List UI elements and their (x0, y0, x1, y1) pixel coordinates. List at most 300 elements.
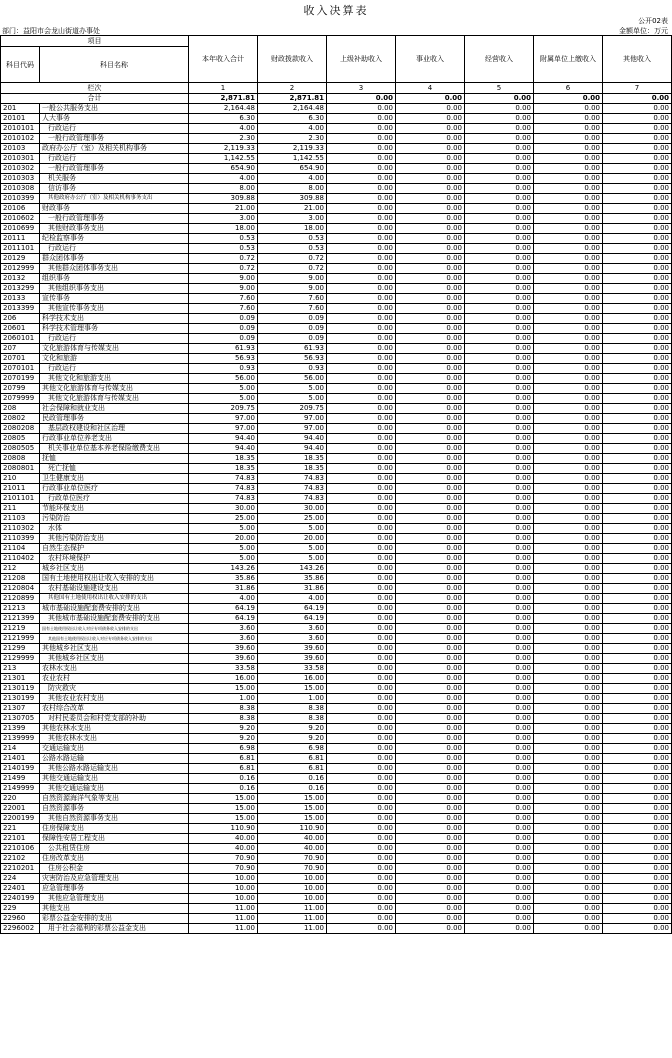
subject-code: 20133 (1, 294, 40, 304)
amount-fiscal: 56.00 (258, 374, 327, 384)
amount-other: 0.00 (534, 224, 603, 234)
amount-fiscal: 654.90 (258, 164, 327, 174)
subject-code: 2080208 (1, 424, 40, 434)
amount-total: 6.81 (189, 754, 258, 764)
amount-other: 0.00 (396, 204, 465, 214)
amount-total: 2.30 (189, 134, 258, 144)
amount-other: 0.00 (396, 844, 465, 854)
amount-fiscal: 6.81 (258, 764, 327, 774)
amount-other: 0.00 (465, 804, 534, 814)
subject-code: 2296002 (1, 924, 40, 934)
amount-other: 0.00 (396, 314, 465, 324)
amount-total: 74.83 (189, 474, 258, 484)
subject-name: 一般公共服务支出 (40, 104, 189, 114)
amount-total: 5.00 (189, 524, 258, 534)
subject-code: 2130705 (1, 714, 40, 724)
subject-code: 20101 (1, 114, 40, 124)
amount-other: 0.00 (534, 794, 603, 804)
amount-total: 25.00 (189, 514, 258, 524)
amount-other: 0.00 (465, 514, 534, 524)
amount-other: 0.00 (327, 874, 396, 884)
subject-code: 21499 (1, 774, 40, 784)
amount-other: 0.00 (534, 324, 603, 334)
subject-code: 20799 (1, 384, 40, 394)
amount-other: 0.00 (534, 414, 603, 424)
amount-other: 0.00 (327, 834, 396, 844)
amount-other: 0.00 (603, 864, 672, 874)
amount-other: 0.00 (465, 274, 534, 284)
amount-other: 0.00 (534, 144, 603, 154)
amount-other: 0.00 (603, 404, 672, 414)
table-row (1, 434, 672, 444)
amount-other: 0.00 (327, 464, 396, 474)
amount-other: 0.00 (603, 364, 672, 374)
table-row (1, 694, 672, 704)
subject-code: 2110399 (1, 534, 40, 544)
amount-other: 0.00 (396, 424, 465, 434)
subject-code: 2140199 (1, 764, 40, 774)
table-row (1, 834, 672, 844)
amount-fiscal: 74.83 (258, 484, 327, 494)
amount-other: 0.00 (603, 754, 672, 764)
amount-other: 0.00 (465, 664, 534, 674)
amount-other: 0.00 (327, 314, 396, 324)
amount-fiscal: 97.00 (258, 424, 327, 434)
amount-other: 0.00 (396, 604, 465, 614)
amount-other: 0.00 (396, 694, 465, 704)
subject-name: 行政运行 (40, 334, 189, 344)
amount-fiscal: 64.19 (258, 604, 327, 614)
amount-other: 0.00 (327, 824, 396, 834)
amount-total: 31.86 (189, 584, 258, 594)
subject-name: 住房改革支出 (40, 854, 189, 864)
col-num: 7 (603, 83, 672, 94)
amount-other: 0.00 (603, 264, 672, 274)
subject-name: 机关事业单位基本养老保险缴费支出 (40, 444, 189, 454)
amount-other: 0.00 (534, 294, 603, 304)
amount-other: 0.00 (534, 734, 603, 744)
amount-other: 0.00 (396, 524, 465, 534)
amount-other: 0.00 (603, 584, 672, 594)
amount-total: 4.00 (189, 174, 258, 184)
amount-other: 0.00 (327, 474, 396, 484)
amount-other: 0.00 (327, 124, 396, 134)
unit-label: 金额单位：万元 (619, 27, 668, 35)
amount-other: 0.00 (465, 734, 534, 744)
amount-total: 0.72 (189, 254, 258, 264)
amount-other: 0.00 (396, 274, 465, 284)
subject-name: 国有土地使用权出让收入安排的支出 (40, 574, 189, 584)
amount-other: 0.00 (327, 164, 396, 174)
total-label: 合计 (1, 94, 189, 104)
subject-code: 2130119 (1, 684, 40, 694)
amount-other: 0.00 (396, 624, 465, 634)
amount-other: 0.00 (327, 924, 396, 934)
amount-total: 3.60 (189, 624, 258, 634)
amount-other: 0.00 (327, 864, 396, 874)
amount-other: 0.00 (465, 304, 534, 314)
amount-other: 0.00 (396, 884, 465, 894)
amount-other: 0.00 (534, 444, 603, 454)
subject-code: 2079999 (1, 394, 40, 404)
amount-total: 74.83 (189, 484, 258, 494)
amount-other: 0.00 (465, 334, 534, 344)
table-row (1, 494, 672, 504)
amount-other: 0.00 (534, 894, 603, 904)
amount-other: 0.00 (465, 224, 534, 234)
amount-total: 3.00 (189, 214, 258, 224)
amount-other: 0.00 (396, 594, 465, 604)
amount-other: 0.00 (603, 414, 672, 424)
col-header-2: 财政拨款收入 (258, 36, 327, 83)
amount-other: 0.00 (465, 524, 534, 534)
amount-other: 0.00 (465, 654, 534, 664)
table-row (1, 174, 672, 184)
subject-name: 自然资源海洋气象等支出 (40, 794, 189, 804)
amount-other: 0.00 (465, 354, 534, 364)
amount-fiscal: 94.40 (258, 434, 327, 444)
amount-other: 0.00 (603, 284, 672, 294)
amount-other: 0.00 (534, 314, 603, 324)
subject-code: 211 (1, 504, 40, 514)
amount-total: 7.60 (189, 294, 258, 304)
amount-other: 0.00 (465, 714, 534, 724)
amount-fiscal: 25.00 (258, 514, 327, 524)
amount-other: 0.00 (465, 384, 534, 394)
table-row (1, 894, 672, 904)
amount-fiscal: 5.00 (258, 384, 327, 394)
amount-other: 0.00 (465, 634, 534, 644)
amount-other: 0.00 (327, 514, 396, 524)
amount-total: 11.00 (189, 924, 258, 934)
table-row (1, 384, 672, 394)
amount-other: 0.00 (534, 334, 603, 344)
table-row (1, 664, 672, 674)
amount-fiscal: 64.19 (258, 614, 327, 624)
amount-total: 8.38 (189, 704, 258, 714)
amount-other: 0.00 (327, 694, 396, 704)
amount-other: 0.00 (534, 884, 603, 894)
amount-fiscal: 15.00 (258, 684, 327, 694)
amount-other: 0.00 (603, 824, 672, 834)
table-row (1, 364, 672, 374)
table-row (1, 524, 672, 534)
amount-other: 0.00 (534, 904, 603, 914)
name-header: 科目名称 (40, 47, 189, 83)
amount-other: 0.00 (603, 514, 672, 524)
amount-other: 0.00 (465, 894, 534, 904)
amount-other: 0.00 (603, 704, 672, 714)
amount-other: 0.00 (465, 724, 534, 734)
amount-total: 97.00 (189, 424, 258, 434)
amount-other: 0.00 (327, 334, 396, 344)
amount-other: 0.00 (396, 734, 465, 744)
amount-fiscal: 18.35 (258, 464, 327, 474)
amount-fiscal: 39.60 (258, 644, 327, 654)
amount-other: 0.00 (327, 884, 396, 894)
amount-total: 8.00 (189, 184, 258, 194)
amount-fiscal: 56.93 (258, 354, 327, 364)
table-row (1, 474, 672, 484)
amount-other: 0.00 (465, 674, 534, 684)
table-row (1, 284, 672, 294)
subject-code: 214 (1, 744, 40, 754)
amount-other: 0.00 (603, 774, 672, 784)
amount-total: 1.00 (189, 694, 258, 704)
table-row (1, 294, 672, 304)
amount-other: 0.00 (396, 164, 465, 174)
amount-total: 5.00 (189, 554, 258, 564)
table-row (1, 594, 672, 604)
amount-other: 0.00 (534, 484, 603, 494)
subject-name: 国有土地使用权出让收入对应专项债务收入安排的支出 (40, 624, 189, 634)
subject-code: 21104 (1, 544, 40, 554)
col-num: 6 (534, 83, 603, 94)
amount-other: 0.00 (396, 504, 465, 514)
table-row (1, 404, 672, 414)
amount-fiscal: 10.00 (258, 894, 327, 904)
amount-total: 16.00 (189, 674, 258, 684)
amount-other: 0.00 (396, 404, 465, 414)
table-row (1, 334, 672, 344)
amount-other: 0.00 (534, 524, 603, 534)
subject-code: 21213 (1, 604, 40, 614)
amount-other: 0.00 (603, 764, 672, 774)
amount-fiscal: 31.86 (258, 584, 327, 594)
table-row (1, 574, 672, 584)
table-row (1, 534, 672, 544)
amount-fiscal: 11.00 (258, 924, 327, 934)
amount-other: 0.00 (396, 384, 465, 394)
subject-name: 文化旅游体育与传媒支出 (40, 344, 189, 354)
subject-name: 其他国有土地使用权出让收入对应专项债务收入安排的支出 (40, 634, 189, 644)
amount-other: 0.00 (534, 554, 603, 564)
amount-fiscal: 209.75 (258, 404, 327, 414)
amount-other: 0.00 (603, 654, 672, 664)
amount-other: 0.00 (465, 554, 534, 564)
form-number: 公开02表 (638, 17, 668, 25)
amount-total: 18.00 (189, 224, 258, 234)
table-row (1, 314, 672, 324)
subject-name: 节能环保支出 (40, 504, 189, 514)
subject-name: 其他交通运输支出 (40, 784, 189, 794)
amount-other: 0.00 (603, 184, 672, 194)
subject-code: 2070101 (1, 364, 40, 374)
table-row (1, 754, 672, 764)
amount-other: 0.00 (603, 664, 672, 674)
table-row (1, 254, 672, 264)
table-row (1, 374, 672, 384)
subject-name: 行政运行 (40, 364, 189, 374)
amount-other: 0.00 (603, 124, 672, 134)
amount-other: 0.00 (465, 824, 534, 834)
amount-fiscal: 6.30 (258, 114, 327, 124)
amount-total: 110.90 (189, 824, 258, 834)
amount-fiscal: 35.86 (258, 574, 327, 584)
amount-other: 0.00 (465, 184, 534, 194)
amount-total: 0.09 (189, 324, 258, 334)
amount-other: 0.00 (534, 154, 603, 164)
amount-fiscal: 40.00 (258, 844, 327, 854)
amount-other: 0.00 (603, 674, 672, 684)
subject-name: 卫生健康支出 (40, 474, 189, 484)
amount-other: 0.00 (534, 574, 603, 584)
amount-other: 0.00 (396, 494, 465, 504)
subject-name: 其他农林水支出 (40, 724, 189, 734)
amount-other: 0.00 (327, 564, 396, 574)
amount-other: 0.00 (465, 454, 534, 464)
amount-other: 0.00 (396, 284, 465, 294)
amount-other: 0.00 (603, 104, 672, 114)
amount-other: 0.00 (327, 374, 396, 384)
amount-other: 0.00 (534, 424, 603, 434)
table-row (1, 914, 672, 924)
amount-fiscal: 7.60 (258, 294, 327, 304)
amount-fiscal: 97.00 (258, 414, 327, 424)
subject-name: 行政运行 (40, 154, 189, 164)
amount-total: 0.53 (189, 244, 258, 254)
subject-name: 行政运行 (40, 124, 189, 134)
amount-other: 0.00 (603, 144, 672, 154)
amount-other: 0.00 (534, 134, 603, 144)
subject-code: 21219 (1, 624, 40, 634)
amount-fiscal: 9.20 (258, 724, 327, 734)
amount-other: 0.00 (396, 484, 465, 494)
amount-fiscal: 0.53 (258, 234, 327, 244)
amount-other: 0.00 (327, 794, 396, 804)
amount-other: 0.00 (327, 804, 396, 814)
subject-name: 其他政府办公厅（室）及相关机构事务支出 (40, 194, 189, 204)
amount-other: 0.00 (396, 324, 465, 334)
subject-code: 2120804 (1, 584, 40, 594)
amount-total: 39.60 (189, 644, 258, 654)
table-row (1, 164, 672, 174)
subject-name: 一般行政管理事务 (40, 134, 189, 144)
amount-total: 11.00 (189, 914, 258, 924)
amount-other: 0.00 (534, 374, 603, 384)
amount-other: 0.00 (327, 404, 396, 414)
amount-total: 18.35 (189, 454, 258, 464)
amount-other: 0.00 (327, 324, 396, 334)
subject-code: 2080801 (1, 464, 40, 474)
amount-other: 0.00 (603, 814, 672, 824)
amount-other: 0.00 (534, 564, 603, 574)
amount-other: 0.00 (327, 724, 396, 734)
amount-fiscal: 0.09 (258, 334, 327, 344)
amount-other: 0.00 (327, 584, 396, 594)
amount-other: 0.00 (396, 904, 465, 914)
table-row (1, 824, 672, 834)
col-header-3: 上级补助收入 (327, 36, 396, 83)
amount-other: 0.00 (396, 894, 465, 904)
amount-other: 0.00 (603, 334, 672, 344)
amount-total: 40.00 (189, 844, 258, 854)
amount-other: 0.00 (534, 364, 603, 374)
amount-other: 0.00 (465, 884, 534, 894)
subject-code: 20805 (1, 434, 40, 444)
subject-code: 2080505 (1, 444, 40, 454)
subject-code: 20103 (1, 144, 40, 154)
amount-fiscal: 18.35 (258, 454, 327, 464)
amount-total: 74.83 (189, 494, 258, 504)
amount-other: 0.00 (534, 194, 603, 204)
amount-total: 70.90 (189, 854, 258, 864)
subject-code: 2060101 (1, 334, 40, 344)
table-row (1, 654, 672, 664)
amount-other: 0.00 (534, 214, 603, 224)
subject-name: 水体 (40, 524, 189, 534)
table-row (1, 584, 672, 594)
amount-other: 0.00 (603, 134, 672, 144)
amount-other: 0.00 (465, 444, 534, 454)
amount-total: 0.72 (189, 264, 258, 274)
amount-other: 0.00 (327, 384, 396, 394)
subject-code: 2130199 (1, 694, 40, 704)
amount-other: 0.00 (465, 214, 534, 224)
subject-code: 2110302 (1, 524, 40, 534)
table-row (1, 324, 672, 334)
amount-other: 0.00 (327, 704, 396, 714)
amount-total: 0.53 (189, 234, 258, 244)
amount-other: 0.00 (327, 664, 396, 674)
amount-other: 0.00 (327, 504, 396, 514)
amount-total: 143.26 (189, 564, 258, 574)
amount-other: 0.00 (396, 474, 465, 484)
table-row (1, 184, 672, 194)
amount-other: 0.00 (534, 594, 603, 604)
amount-other: 0.00 (465, 684, 534, 694)
subject-name: 社会保障和就业支出 (40, 404, 189, 414)
amount-other: 0.00 (327, 284, 396, 294)
table-row (1, 704, 672, 714)
total-cell: 0.00 (396, 94, 465, 104)
amount-other: 0.00 (396, 874, 465, 884)
amount-other: 0.00 (327, 294, 396, 304)
amount-total: 0.16 (189, 784, 258, 794)
amount-other: 0.00 (396, 514, 465, 524)
amount-other: 0.00 (396, 724, 465, 734)
amount-other: 0.00 (396, 654, 465, 664)
amount-other: 0.00 (327, 754, 396, 764)
amount-other: 0.00 (603, 114, 672, 124)
amount-other: 0.00 (603, 424, 672, 434)
amount-other: 0.00 (327, 344, 396, 354)
subject-name: 抚恤 (40, 454, 189, 464)
amount-other: 0.00 (396, 444, 465, 454)
amount-other: 0.00 (534, 834, 603, 844)
amount-other: 0.00 (603, 554, 672, 564)
subject-name: 灾害防治及应急管理支出 (40, 874, 189, 884)
amount-other: 0.00 (327, 144, 396, 154)
amount-fiscal: 5.00 (258, 394, 327, 404)
amount-other: 0.00 (327, 154, 396, 164)
item-header: 项目 (1, 36, 189, 47)
amount-other: 0.00 (465, 744, 534, 754)
amount-other: 0.00 (603, 804, 672, 814)
subject-name: 基层政权建设和社区治理 (40, 424, 189, 434)
subject-code: 2010303 (1, 174, 40, 184)
table-row (1, 734, 672, 744)
amount-other: 0.00 (603, 174, 672, 184)
amount-fiscal: 5.00 (258, 524, 327, 534)
amount-total: 8.38 (189, 714, 258, 724)
amount-fiscal: 5.00 (258, 544, 327, 554)
amount-other: 0.00 (603, 794, 672, 804)
amount-other: 0.00 (534, 634, 603, 644)
amount-other: 0.00 (465, 264, 534, 274)
amount-other: 0.00 (327, 684, 396, 694)
amount-fiscal: 10.00 (258, 884, 327, 894)
